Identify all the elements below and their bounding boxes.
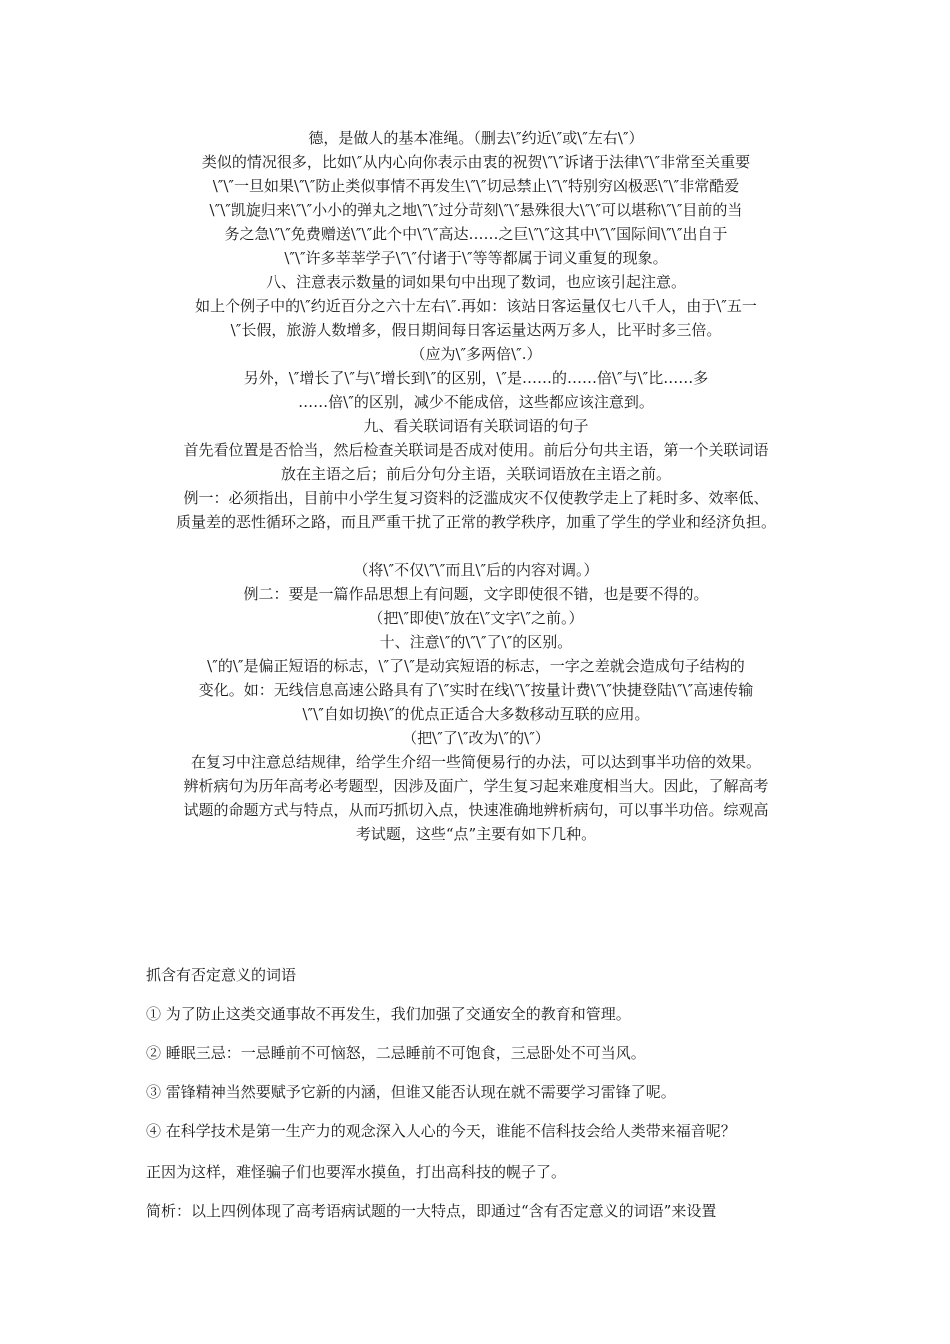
list-item: ② 睡眠三忌：一忌睡前不可恼怒，二忌睡前不可饱食，三忌卧处不可当风。 (146, 1044, 646, 1062)
text-line: 试题的命题方式与特点，从而巧抓切入点，快速准确地辨析病句，可以事半功倍。综观高 (183, 801, 769, 819)
list-item: ④ 在科学技术是第一生产力的观念深入人心的今天，谁能不信科技会给人类带来福音呢？ (146, 1122, 736, 1140)
section-heading-9: 九、看关联词语有关联词语的句子 (363, 417, 589, 435)
text-line: 辨析病句为历年高考必考题型，因涉及面广，学生复习起来难度相当大。因此，了解高考 (183, 777, 769, 795)
text-line: （把\″即使\″放在\″文字\″之前。） (368, 609, 584, 627)
text-line: 考试题，这些“点”主要有如下几种。 (355, 825, 597, 843)
analysis-text: 简析：以上四例体现了高考语病试题的一大特点，即通过“含有否定意义的词语”来设置 (146, 1202, 717, 1220)
text-line: \″长假，旅游人数增多，假日期间每日客运量达两万多人，比平时多三倍。 (230, 321, 722, 339)
text-line: ……倍\″的区别，减少不能成倍，这些都应该注意到。 (298, 393, 654, 411)
text-line: \″\″自如切换\″的优点正适合大多数移动互联的应用。 (302, 705, 650, 723)
section-heading: 抓含有否定意义的词语 (146, 966, 297, 984)
text-line: （把\″了\″改为\″的\″） (402, 729, 550, 747)
text-line: \″\″一旦如果\″\″防止类似事情不再发生\″\″切忌禁止\″\″特别穷凶极恶\″\″非常酷爱 (212, 177, 740, 195)
text-line: 如上个例子中的\″约近百分之六十左右\″.再如：该站日客运量仅七八千人，由于\″五一 (195, 297, 757, 315)
text-line: 质量差的恶性循环之路，而且严重干扰了正常的教学秩序，加重了学生的学业和经济负担。 (175, 513, 776, 531)
text-line: 类似的情况很多，比如\″从内心向你表示由衷的祝贺\″\″诉诸于法律\″\″非常至关重要 (201, 153, 751, 171)
followup-text: 正因为这样，难怪骗子们也要浑水摸鱼，打出高科技的幌子了。 (146, 1163, 567, 1181)
text-line: 德，是做人的基本准绳。（删去\″约近\″或\″左右\″） (308, 129, 644, 147)
list-item: ① 为了防止这类交通事故不再发生，我们加强了交通安全的教育和管理。 (146, 1005, 631, 1023)
text-line: （应为\″多两倍\″.） (410, 345, 542, 363)
text-line: 变化。如：无线信息高速公路具有了\″实时在线\″\″按量计费\″\″快捷登陆\″\″高速传输 (198, 681, 754, 699)
section-heading-10: 十、注意\″的\″\″了\″的区别。 (379, 633, 573, 651)
text-line: （将\″不仅\″\″而且\″后的内容对调。） (353, 561, 599, 579)
text-line: 务之急\″\″免费赠送\″\″此个中\″\″高达……之巨\″\″这其中\″\″国际间\″\″出自于 (224, 225, 728, 243)
text-line: 例一：必须指出，目前中小学生复习资料的泛滥成灾不仅使教学走上了耗时多、效率低、 (183, 489, 769, 507)
text-line: \″\″许多莘莘学子\″\″付诸于\″等等都属于词义重复的现象。 (284, 249, 668, 267)
text-line: \″\″凯旋归来\″\″小小的弹丸之地\″\″过分苛刻\″\″悬殊很大\″\″可以堪称\″\″目前的当 (209, 201, 743, 219)
list-item: ③ 雷锋精神当然要赋予它新的内涵，但谁又能否认现在就不需要学习雷锋了呢。 (146, 1083, 676, 1101)
text-line: 放在主语之后；前后分句分主语，关联词语放在主语之前。 (280, 465, 671, 483)
text-line: 首先看位置是否恰当，然后检查关联词是否成对使用。前后分句共主语，第一个关联词语 (183, 441, 769, 459)
section-heading-8: 八、注意表示数量的词如果句中出现了数词，也应该引起注意。 (265, 273, 686, 291)
text-line: 在复习中注意总结规律，给学生介绍一些简便易行的办法，可以达到事半功倍的效果。 (190, 753, 761, 771)
text-line: 另外，\″增长了\″与\″增长到\″的区别，\″是……的……倍\″与\″比……多 (243, 369, 709, 387)
text-line: \″的\″是偏正短语的标志，\″了\″是动宾短语的标志，一字之差就会造成句子结构的 (207, 657, 745, 675)
text-line: 例二：要是一篇作品思想上有问题，文字即使很不错，也是要不得的。 (243, 585, 709, 603)
